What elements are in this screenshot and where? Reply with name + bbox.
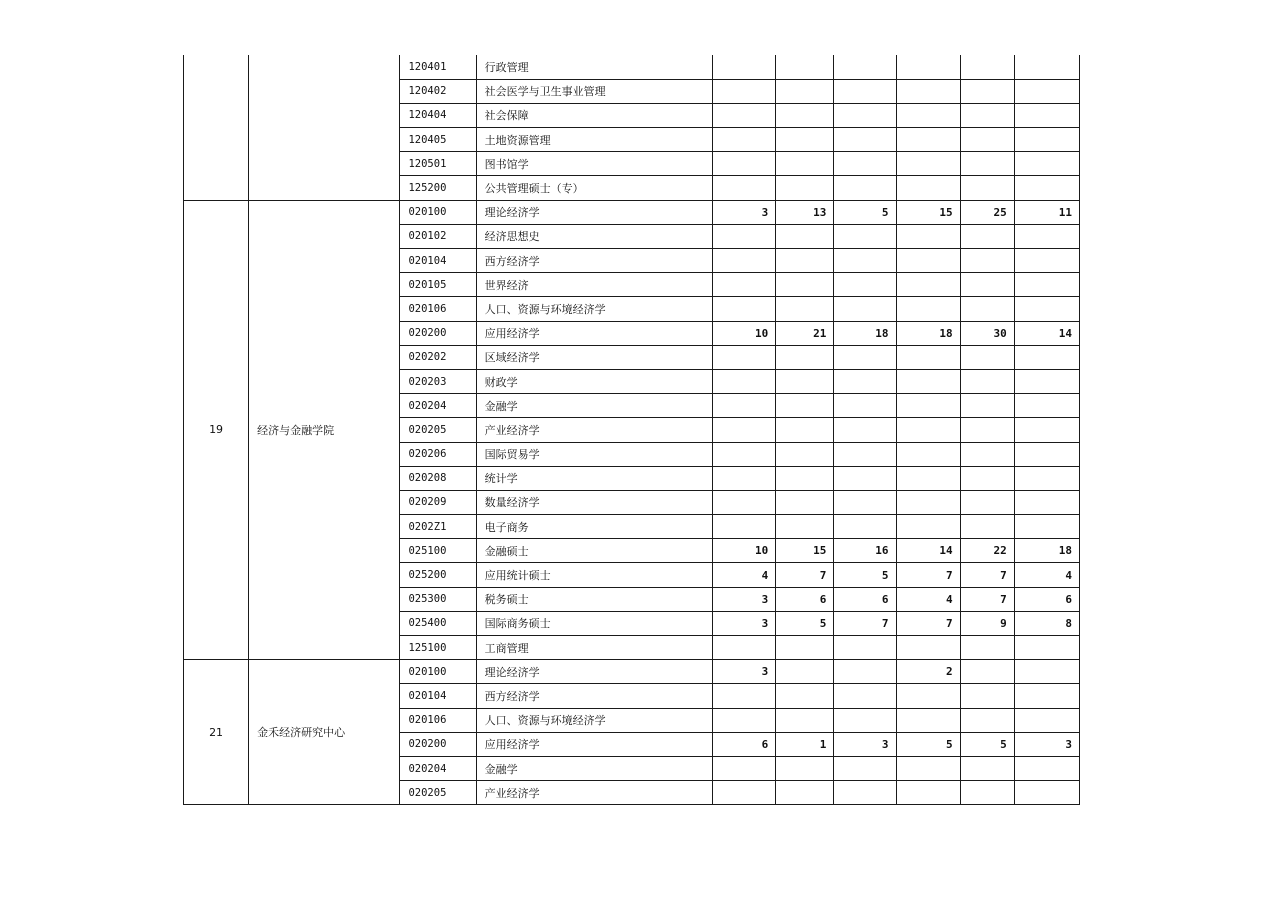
value-cell (713, 152, 776, 176)
major-code-cell: 020100 (400, 200, 476, 224)
value-cell: 18 (834, 321, 896, 345)
value-cell (960, 394, 1014, 418)
major-code-cell: 120401 (400, 55, 476, 79)
value-cell: 6 (776, 587, 834, 611)
value-cell (960, 418, 1014, 442)
value-cell (713, 224, 776, 248)
value-cell: 3 (713, 200, 776, 224)
value-cell (834, 345, 896, 369)
major-code-cell: 025100 (400, 539, 476, 563)
value-cell (834, 684, 896, 708)
major-code-cell: 025300 (400, 587, 476, 611)
value-cell: 11 (1014, 200, 1079, 224)
value-cell: 9 (960, 611, 1014, 635)
value-cell (1014, 152, 1079, 176)
value-cell (1014, 249, 1079, 273)
value-cell (1014, 345, 1079, 369)
major-name-cell: 应用经济学 (476, 732, 713, 756)
value-cell (776, 394, 834, 418)
major-code-cell: 0202Z1 (400, 515, 476, 539)
value-cell (713, 176, 776, 200)
value-cell (1014, 273, 1079, 297)
value-cell (896, 636, 960, 660)
value-cell (713, 756, 776, 780)
major-name-cell: 金融学 (476, 394, 713, 418)
dept-seq-cell (184, 55, 249, 200)
value-cell (834, 224, 896, 248)
value-cell (1014, 128, 1079, 152)
value-cell (1014, 418, 1079, 442)
value-cell (713, 442, 776, 466)
value-cell (776, 249, 834, 273)
table-body (184, 55, 1080, 805)
major-name-cell: 西方经济学 (476, 684, 713, 708)
value-cell (834, 708, 896, 732)
value-cell (713, 249, 776, 273)
value-cell: 3 (1014, 732, 1079, 756)
value-cell: 3 (713, 587, 776, 611)
value-cell (1014, 369, 1079, 393)
value-cell: 5 (960, 732, 1014, 756)
major-code-cell: 020208 (400, 466, 476, 490)
value-cell (713, 781, 776, 805)
value-cell (960, 79, 1014, 103)
major-code-cell: 020209 (400, 490, 476, 514)
value-cell (960, 660, 1014, 684)
major-code-cell: 020205 (400, 781, 476, 805)
value-cell (834, 152, 896, 176)
major-code-cell: 020205 (400, 418, 476, 442)
value-cell (896, 152, 960, 176)
value-cell (713, 394, 776, 418)
major-code-cell: 120404 (400, 103, 476, 127)
value-cell (776, 636, 834, 660)
value-cell (776, 128, 834, 152)
major-code-cell: 120405 (400, 128, 476, 152)
value-cell: 6 (834, 587, 896, 611)
value-cell (834, 442, 896, 466)
value-cell: 5 (896, 732, 960, 756)
major-name-cell: 金融硕士 (476, 539, 713, 563)
value-cell (1014, 490, 1079, 514)
value-cell (713, 128, 776, 152)
value-cell (713, 55, 776, 79)
value-cell (1014, 394, 1079, 418)
major-name-cell: 数量经济学 (476, 490, 713, 514)
value-cell (960, 369, 1014, 393)
value-cell (713, 515, 776, 539)
major-name-cell: 图书馆学 (476, 152, 713, 176)
value-cell: 8 (1014, 611, 1079, 635)
value-cell: 7 (834, 611, 896, 635)
value-cell (896, 466, 960, 490)
dept-seq-cell: 21 (184, 660, 249, 805)
value-cell (896, 369, 960, 393)
value-cell (960, 442, 1014, 466)
major-code-cell: 025200 (400, 563, 476, 587)
value-cell (1014, 297, 1079, 321)
value-cell (776, 442, 834, 466)
value-cell (896, 756, 960, 780)
value-cell (1014, 756, 1079, 780)
value-cell (896, 273, 960, 297)
value-cell (834, 756, 896, 780)
major-code-cell: 020106 (400, 708, 476, 732)
value-cell: 3 (834, 732, 896, 756)
major-name-cell: 电子商务 (476, 515, 713, 539)
value-cell: 14 (896, 539, 960, 563)
value-cell (834, 636, 896, 660)
value-cell: 25 (960, 200, 1014, 224)
value-cell (896, 708, 960, 732)
value-cell (896, 249, 960, 273)
value-cell (1014, 684, 1079, 708)
dept-name-cell (249, 55, 400, 200)
major-name-cell: 财政学 (476, 369, 713, 393)
major-name-cell: 金融学 (476, 756, 713, 780)
major-name-cell: 世界经济 (476, 273, 713, 297)
major-name-cell: 产业经济学 (476, 418, 713, 442)
value-cell (776, 466, 834, 490)
dept-name-cell: 经济与金融学院 (249, 200, 400, 660)
value-cell: 1 (776, 732, 834, 756)
value-cell (834, 418, 896, 442)
value-cell: 4 (1014, 563, 1079, 587)
value-cell (896, 345, 960, 369)
major-name-cell: 理论经济学 (476, 660, 713, 684)
value-cell: 18 (1014, 539, 1079, 563)
value-cell (776, 224, 834, 248)
value-cell (834, 103, 896, 127)
value-cell (776, 297, 834, 321)
major-code-cell: 020200 (400, 732, 476, 756)
value-cell (776, 490, 834, 514)
value-cell (713, 79, 776, 103)
value-cell (776, 756, 834, 780)
major-name-cell: 公共管理硕士（专） (476, 176, 713, 200)
value-cell: 15 (776, 539, 834, 563)
value-cell: 7 (960, 563, 1014, 587)
dept-name-cell: 金禾经济研究中心 (249, 660, 400, 805)
value-cell (1014, 103, 1079, 127)
major-code-cell: 020202 (400, 345, 476, 369)
major-code-cell: 020203 (400, 369, 476, 393)
value-cell (834, 466, 896, 490)
value-cell (896, 515, 960, 539)
value-cell (776, 684, 834, 708)
major-name-cell: 人口、资源与环境经济学 (476, 708, 713, 732)
value-cell: 21 (776, 321, 834, 345)
value-cell (960, 249, 1014, 273)
major-name-cell: 理论经济学 (476, 200, 713, 224)
value-cell (896, 176, 960, 200)
value-cell (776, 176, 834, 200)
value-cell (713, 418, 776, 442)
value-cell (896, 442, 960, 466)
value-cell (960, 466, 1014, 490)
table-row (184, 200, 1080, 224)
major-name-cell: 社会医学与卫生事业管理 (476, 79, 713, 103)
table-row (184, 55, 1080, 79)
major-code-cell: 020105 (400, 273, 476, 297)
value-cell (960, 781, 1014, 805)
major-code-cell: 020204 (400, 756, 476, 780)
value-cell: 13 (776, 200, 834, 224)
value-cell (1014, 176, 1079, 200)
major-code-cell: 120402 (400, 79, 476, 103)
value-cell (960, 152, 1014, 176)
major-name-cell: 应用统计硕士 (476, 563, 713, 587)
value-cell (834, 273, 896, 297)
value-cell (713, 684, 776, 708)
value-cell (713, 490, 776, 514)
value-cell (713, 369, 776, 393)
value-cell (896, 781, 960, 805)
value-cell: 3 (713, 611, 776, 635)
value-cell (776, 515, 834, 539)
value-cell (896, 55, 960, 79)
major-code-cell: 025400 (400, 611, 476, 635)
value-cell: 4 (713, 563, 776, 587)
value-cell (896, 418, 960, 442)
value-cell (776, 273, 834, 297)
value-cell (713, 297, 776, 321)
value-cell (896, 297, 960, 321)
value-cell: 10 (713, 321, 776, 345)
major-code-cell: 125200 (400, 176, 476, 200)
major-name-cell: 人口、资源与环境经济学 (476, 297, 713, 321)
major-name-cell: 区域经济学 (476, 345, 713, 369)
value-cell (834, 490, 896, 514)
value-cell (834, 781, 896, 805)
value-cell: 18 (896, 321, 960, 345)
value-cell (1014, 466, 1079, 490)
major-code-cell: 020200 (400, 321, 476, 345)
value-cell (960, 515, 1014, 539)
value-cell (713, 103, 776, 127)
major-name-cell: 西方经济学 (476, 249, 713, 273)
major-name-cell: 产业经济学 (476, 781, 713, 805)
value-cell (776, 708, 834, 732)
value-cell (1014, 55, 1079, 79)
value-cell (834, 128, 896, 152)
value-cell (834, 79, 896, 103)
value-cell: 15 (896, 200, 960, 224)
value-cell (896, 684, 960, 708)
value-cell (834, 55, 896, 79)
value-cell: 10 (713, 539, 776, 563)
major-name-cell: 统计学 (476, 466, 713, 490)
value-cell: 2 (896, 660, 960, 684)
value-cell (960, 224, 1014, 248)
value-cell (776, 345, 834, 369)
value-cell (776, 369, 834, 393)
value-cell (1014, 515, 1079, 539)
value-cell (834, 297, 896, 321)
major-code-cell: 020102 (400, 224, 476, 248)
value-cell (713, 466, 776, 490)
major-code-cell: 125100 (400, 636, 476, 660)
value-cell: 30 (960, 321, 1014, 345)
major-name-cell: 社会保障 (476, 103, 713, 127)
value-cell (960, 176, 1014, 200)
value-cell: 7 (960, 587, 1014, 611)
value-cell (713, 636, 776, 660)
value-cell (960, 273, 1014, 297)
value-cell (960, 128, 1014, 152)
value-cell (713, 273, 776, 297)
value-cell: 5 (776, 611, 834, 635)
value-cell (776, 79, 834, 103)
major-code-cell: 020204 (400, 394, 476, 418)
value-cell: 6 (1014, 587, 1079, 611)
value-cell (1014, 636, 1079, 660)
enrollment-table (183, 55, 1080, 805)
value-cell (960, 103, 1014, 127)
value-cell (1014, 224, 1079, 248)
major-name-cell: 应用经济学 (476, 321, 713, 345)
value-cell: 7 (896, 611, 960, 635)
value-cell: 3 (713, 660, 776, 684)
major-code-cell: 120501 (400, 152, 476, 176)
value-cell (896, 103, 960, 127)
value-cell (1014, 708, 1079, 732)
value-cell (896, 490, 960, 514)
major-name-cell: 国际贸易学 (476, 442, 713, 466)
value-cell: 16 (834, 539, 896, 563)
major-name-cell: 税务硕士 (476, 587, 713, 611)
major-code-cell: 020100 (400, 660, 476, 684)
value-cell (896, 79, 960, 103)
value-cell (960, 708, 1014, 732)
value-cell (1014, 660, 1079, 684)
value-cell: 7 (776, 563, 834, 587)
major-name-cell: 土地资源管理 (476, 128, 713, 152)
value-cell (1014, 79, 1079, 103)
value-cell (1014, 781, 1079, 805)
value-cell (713, 345, 776, 369)
major-name-cell: 经济思想史 (476, 224, 713, 248)
major-name-cell: 国际商务硕士 (476, 611, 713, 635)
major-name-cell: 行政管理 (476, 55, 713, 79)
value-cell: 4 (896, 587, 960, 611)
value-cell (776, 152, 834, 176)
value-cell (834, 176, 896, 200)
value-cell (776, 660, 834, 684)
table-row (184, 660, 1080, 684)
value-cell (776, 55, 834, 79)
major-code-cell: 020206 (400, 442, 476, 466)
dept-seq-cell: 19 (184, 200, 249, 660)
value-cell: 5 (834, 563, 896, 587)
value-cell (1014, 442, 1079, 466)
value-cell: 7 (896, 563, 960, 587)
value-cell (776, 418, 834, 442)
major-code-cell: 020104 (400, 249, 476, 273)
value-cell: 5 (834, 200, 896, 224)
value-cell (776, 103, 834, 127)
value-cell (960, 636, 1014, 660)
value-cell (834, 394, 896, 418)
major-code-cell: 020104 (400, 684, 476, 708)
value-cell (834, 660, 896, 684)
value-cell (960, 490, 1014, 514)
major-code-cell: 020106 (400, 297, 476, 321)
value-cell (776, 781, 834, 805)
value-cell (960, 684, 1014, 708)
value-cell (713, 708, 776, 732)
value-cell (960, 297, 1014, 321)
value-cell: 14 (1014, 321, 1079, 345)
value-cell: 6 (713, 732, 776, 756)
value-cell (896, 128, 960, 152)
value-cell (960, 756, 1014, 780)
value-cell (896, 224, 960, 248)
major-name-cell: 工商管理 (476, 636, 713, 660)
value-cell (834, 515, 896, 539)
value-cell (960, 345, 1014, 369)
value-cell (960, 55, 1014, 79)
value-cell: 22 (960, 539, 1014, 563)
value-cell (834, 369, 896, 393)
value-cell (896, 394, 960, 418)
value-cell (834, 249, 896, 273)
